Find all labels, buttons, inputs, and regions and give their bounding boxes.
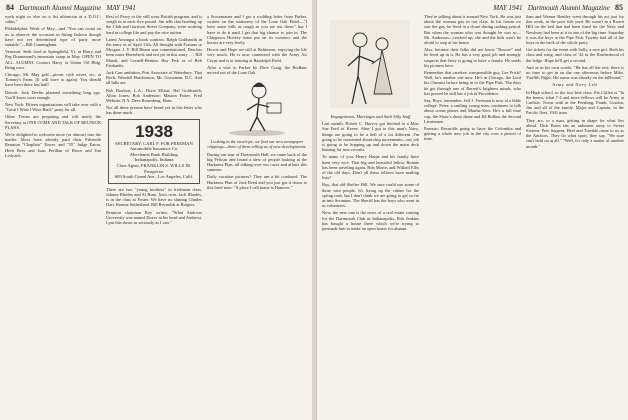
paragraph: Other Towns are preparing and will notify the Secretary at ONE COME AND TALK OF REUNION PLANS. — [5, 114, 101, 130]
ad-line: Indianapolis, Indiana — [134, 157, 174, 163]
paragraph: Philadelphia: Week of May—and "You can count on us to observe the occasion in fitting fashion though have not yet determined type of party more suitable."—Bill Cunningham. — [5, 26, 101, 48]
paragraph: Boy, that old Shelter Hill. We sure could use some of those nice people. It's fixing up the cabins for the spring rush, but I don't think we are going to get so far as into Scranton. The Sheriff has the boys who went in as volunteers. — [322, 182, 419, 209]
peg-leg-cartoon-icon — [207, 77, 307, 137]
paragraph: Now, the new one is the news of a real estate coming for the Dartmouth Club in Indianapolis. Bob Jenkins has bought a house there which we're trying to persuade him to make an open house for alumni. — [322, 210, 419, 232]
couple-cartoon-icon — [322, 14, 419, 114]
paragraph: Rest of Peary to the still wear British program, and is weigh in at each five pound. Stu tells that heading up the Club and Garrison Street Company, were working hard in college life and pay the nice tuition. — [106, 14, 202, 35]
left-page — [0, 0, 313, 420]
paragraph: During our tour of Dartmouth Hall, we came back of the big Pelican and found a slew of people looking at the Harkness Plan, all talking over our cares and affairs this summer. — [207, 151, 307, 173]
paragraph: In High school, to the two best class. Pat Cullen is "In the bonus, what 7-4 and more fellows will be Army at Carlisle. Twins with at the Pershing, Frank, Gordon, Jim and all of the family. Major and Captain, in the Pacific fleet, 1941 men. — [526, 89, 624, 116]
ad-line: Class Agent, FRANKLIN S. WILLS JR. — [116, 163, 192, 169]
cartoon-illustration — [207, 77, 307, 139]
left-running-head — [6, 3, 136, 12]
paragraph: After a visit to Parker by Dave Craig, the Bodkins moved out of the Lone Oak. — [207, 64, 307, 76]
right-page-number: 85 — [615, 3, 623, 12]
paragraph: They are, to a man, getting in shape for what lies ahead. Dick Bates ran an unbeaten army to Sweet Sixteen. Pete Sargent, Heel and Trimble came to us as the Anchors. They do what sport, they say, "We sure can't hold on at all." "Well, it's only a matter of another month." — [526, 117, 624, 149]
right-issue-date: MAY 1941 — [493, 4, 523, 12]
cartoon-caption: Looking in the envelope, we find our new newspaper clippings—three of them telling us of new developments. — [207, 139, 307, 150]
paragraph: work night or else on a list afternoon at a D.O.C. cabin." — [5, 14, 101, 25]
ad-line: Prospector — [144, 168, 164, 174]
paragraph: Say, Boys, remember, Jeff J. Freeman is now at a bible college. Peter, a smiling young man, continues to talk about ocean planes and Martha Kerr. He's a full time cop, the Shaw's dizzy dame and Ed Rollins the Second Lieutenant. — [424, 98, 521, 124]
paragraph: Latest Amongst a book contract, Ralph Goldsmith in the army as of April 11th. All thought with Fortune or Morgan. J. V. Bill Hearn was commissioned. Dan has been more Haverbeck and not yet in this army . . . Bill Marsh, and Cornell-Benton. Hay Fisk as of Bob Fairbanks. — [106, 36, 202, 68]
ad-line: 609 South Grand Ave., Los Angeles, Calif. — [114, 174, 194, 180]
ad-line: SECRETARY, CARL F. FOR FREEMAN — [115, 140, 193, 146]
class-1938-box — [108, 119, 200, 184]
army-navy-heading: Army and Navy Life — [552, 82, 598, 88]
left-column-2 — [106, 14, 202, 416]
paragraph: There are two "young brothers" in freshman class. Johnny Rhodes and Al Hunt. Jim's twin, Jack Rhodes, is in the class at Foster. We have no shining Charles Dart. Ronnie Sutherland, Bill Reynolds at Rutgers. — [106, 186, 202, 208]
left-issue-date: MAY 1941 — [106, 4, 136, 12]
paragraph: Vermont: Seek food at Springfield, Vt. at Harry and Peg Drummond's mountain camp in May. OPEN TO ALL ALUMNI. Contact Harry at Union Oil Bldg. Bring own. — [5, 49, 101, 70]
paragraph: than and Warner Bentley went through his act just for this week, in the poor fish yard. He wasn't in a Roach Hill on the bed that had been fined for the Navy and Newbury had been at it in one of the big time. Saturday it was the boys at the Pipe Fish. Twenty had all of the boys in the back of the whole party. — [526, 14, 624, 46]
paragraph: Jack Carr ambition, Post Associate of Waterbury. That Beck, Wendell Hutchinson, Mr. Grossman, D.C. And all bills are. — [106, 70, 202, 86]
right-column-1 — [322, 14, 419, 416]
left-page-number: 84 — [6, 3, 14, 12]
left-magazine-title: Dartmouth Alumni Magazine — [19, 4, 102, 12]
paragraph: Also, because their folks did not know "Roscoe" and he lived up in it. He has a very good job and strongly suspects that Jerry is going to have a family. He sends his pictures here. — [424, 47, 521, 68]
paragraph: a Scoutmaster and I got a scolding letter from Parker, written on the stationery of the Lone Oak Hotel—"I have some hills as rough as you are out there," but I have to do it until I get that big chance to join in. The Chippewa Hockey team put on its sweaters and the horses are very lively. — [207, 14, 307, 46]
paragraph: Detroit: Jack Devlin planned something long ago. You'll know soon enough. — [5, 89, 101, 100]
paragraph: Peanuts: Reynolds going to have the Colombia and getting a whole new job in the city over a period of time. — [424, 126, 521, 142]
paragraph: New York: Fifteen organizations will take over with a "Gosh I Wish I Were Back" party for all. — [5, 102, 101, 113]
paragraph: They're talking about it around New York. He was just about the woman guy in our class. In his forum we saw the guy, he lived in a closet during rushing period. But when the woman who was thought he was so—Mr. Anderson—cracked up, she and the kids won't be afraid to stop at his house. — [424, 14, 521, 46]
paragraph: Not all these present have heard yet in this letter who has done much. — [106, 105, 202, 116]
paragraph: Howie and Hope are still at Baltimore, enjoying the life very much. He is now connected with the Army Air Corps and is in training at Randolph Field. — [207, 47, 307, 63]
paragraph: Reunion chairman Roy writes: "What Andover University was named Dover in his head and Amherst. I put this down as seriously as I can." — [106, 209, 202, 226]
wedding-cartoon — [322, 14, 419, 114]
paragraph: Daily vacation pictures? They are a bit confused. The Harkness Plan of Jack Reed and you just got it down to this brief note: "A place I call home is Hanover." — [207, 174, 307, 190]
paragraph: Remember that carefree, irresponsible guy, Lee Frick? Well, he's another one now. He's in Chicago, the Lord his Chemist before being in to the Pipe Fish. The days he got through one of Barrett's brightest minds, who has proved he still has a job in Providence. — [424, 70, 521, 96]
paragraph: Last month, Robert C. Harvey got hitched to a Miss Sue Ford of Keene. After I got to this man's Navy, things are going to be a hell of a lot different. I'm going to be concerned about ship movements—my job is going to be hopping up and down the main deck hunting for new recruits. — [322, 121, 419, 153]
paragraph: Got tickets for the event with Sally, a nice girl. Both his class and wing, and class of '42 in the Brotherhood of the lodge. Hope he'll get a second. — [526, 47, 624, 63]
right-page — [316, 0, 628, 420]
right-column-3 — [526, 14, 624, 416]
engagements-heading: Engagements, Marriages and Such Silly Stuff — [330, 114, 411, 119]
ad-line: Merchants Bank Building — [130, 151, 178, 157]
paragraph: Bob Boulton, L.A.; Dixie Elliott; Hal Goldsmith; Alton Jones; Bob Anderson; Maston Potter; Fred Webster, N.Y. Dave Rosenberg, Hans. — [106, 87, 202, 104]
left-column-1 — [5, 14, 101, 416]
paragraph: And as in his own words, "He has all the rest; there is no time to get in on the one afternoon before Mike. Twelfth Night. His name was already on the billboard." — [526, 64, 624, 81]
paragraph: Chicago: Mr. May golf—picnic with wives, etc. at Tommy's Farm. (It will have to again). You should have been there last half! — [5, 72, 101, 88]
right-column-2 — [424, 14, 521, 416]
right-running-head — [493, 3, 623, 12]
left-column-3 — [207, 14, 307, 416]
ad-line: Automobile Insurance Co. — [129, 146, 179, 152]
right-magazine-title: Dartmouth Alumni Magazine — [527, 4, 610, 12]
paragraph: We're delighted to welcome more (or almost) into the mailer. Most have already paid their Fifteenth Reunion "Chaplain" Tower, and "35" Judge Eaton. Herb Bees and Juan Perillan of Bruce and Jim Ledyard; . — [5, 132, 101, 158]
class-year: 1938 — [135, 121, 173, 141]
paragraph: To many of you, Henry Harpe and his family have been very nice. That big and beautiful fellow Ronnie has been traveling again, Bob Morris and Willard Ellis of the old days. Don't all these fellows have mailing lists? — [322, 154, 419, 181]
